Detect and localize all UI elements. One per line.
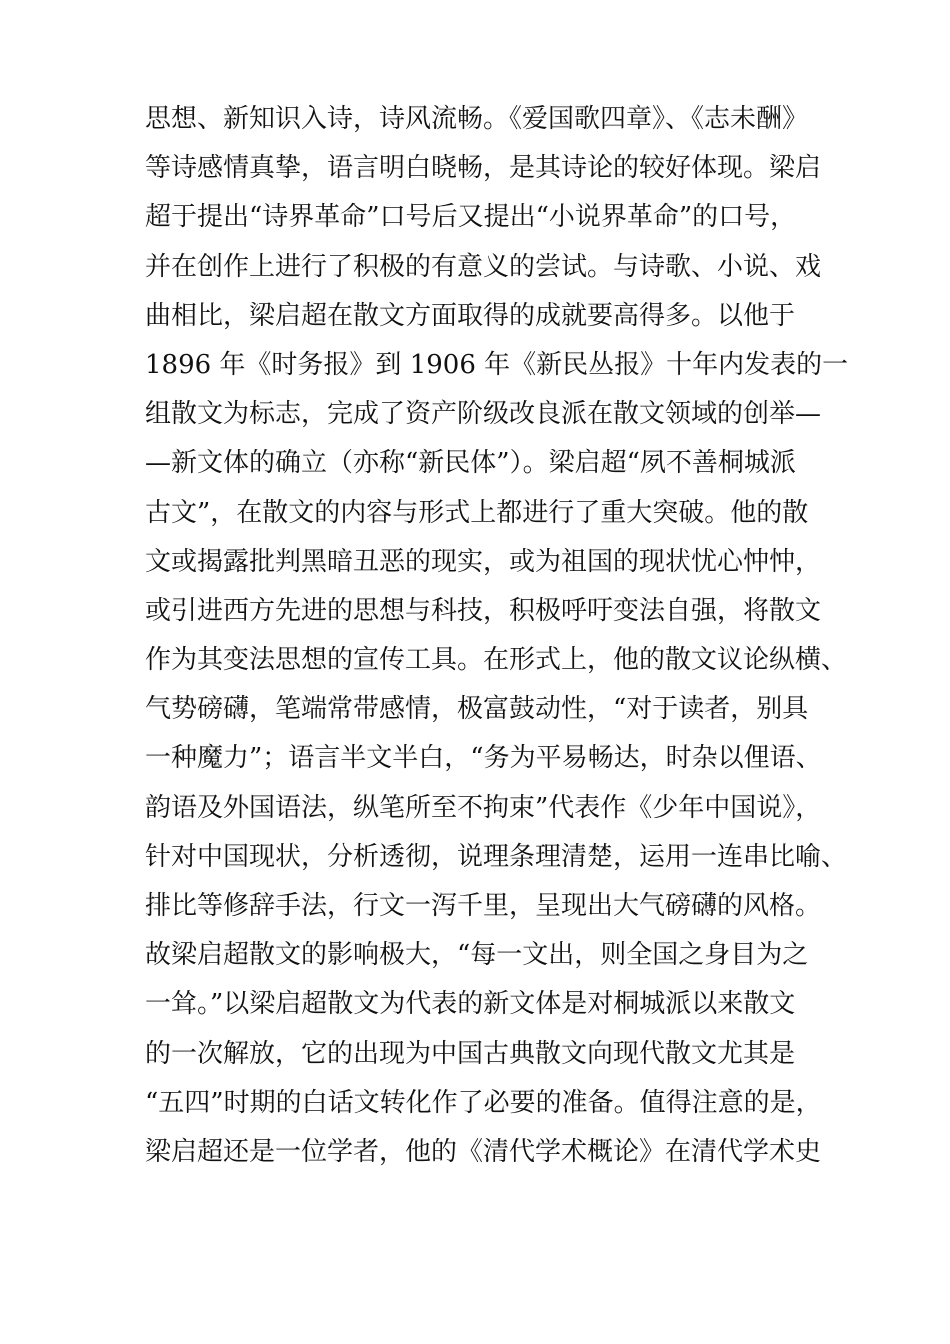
text-line: 气势磅礴，笔端常带感情，极富鼓动性，“对于读者，别具 [145, 694, 809, 725]
text-line: 一耸。”以梁启超散文为代表的新文体是对桐城派以来散文 [145, 989, 796, 1020]
text-line: 一种魔力”；语言半文半白，“务为平易畅达，时杂以俚语、 [145, 743, 822, 774]
text-line: 或引进西方先进的思想与科技，积极呼吁变法自强，将散文 [145, 595, 822, 626]
text-line: 古文”，在散文的内容与形式上都进行了重大突破。他的散 [145, 497, 809, 528]
text-line: 思想、新知识入诗，诗风流畅。《爱国歌四章》、《志未酬》 [145, 104, 809, 134]
text-line: 并在创作上进行了积极的有意义的尝试。与诗歌、小说、戏 [145, 251, 822, 282]
text-line: 文或揭露批判黑暗丑恶的现实，或为祖国的现状忧心忡忡， [145, 546, 822, 577]
text-line: 的一次解放，它的出现为中国古典散文向现代散文尤其是 [145, 1038, 796, 1069]
text-line: 曲相比，梁启超在散文方面取得的成就要高得多。以他于 [145, 300, 796, 331]
text-line: 梁启超还是一位学者，他的《清代学术概论》在清代学术史 [145, 1136, 822, 1167]
text-line: 作为其变法思想的宣传工具。在形式上，他的散文议论纵横、 [145, 645, 848, 676]
text-line: 1896 年《时务报》到 1906 年《新民丛报》十年内发表的一 [145, 349, 849, 380]
body-text [145, 95, 849, 1177]
text-line: 超于提出“诗界革命”口号后又提出“小说界革命”的口号， [145, 202, 797, 233]
text-line: 韵语及外国语法，纵笔所至不拘束”代表作《少年中国说》， [145, 792, 822, 823]
text-line: 等诗感情真挚，语言明白晓畅，是其诗论的较好体现。梁启 [145, 153, 822, 184]
text-line: “五四”时期的白话文转化作了必要的准备。值得注意的是， [145, 1087, 822, 1118]
text-line: 故梁启超散文的影响极大，“每一文出，则全国之身目为之 [145, 940, 809, 971]
text-line: —新文体的确立（亦称“新民体”）。梁启超“夙不善桐城派 [145, 448, 796, 479]
text-line: 组散文为标志，完成了资产阶级改良派在散文领域的创举— [145, 399, 822, 430]
text-line: 针对中国现状，分析透彻，说理条理清楚，运用一连串比喻、 [145, 841, 848, 872]
text-line: 排比等修辞手法，行文一泻千里，呈现出大气磅礴的风格。 [145, 891, 822, 921]
